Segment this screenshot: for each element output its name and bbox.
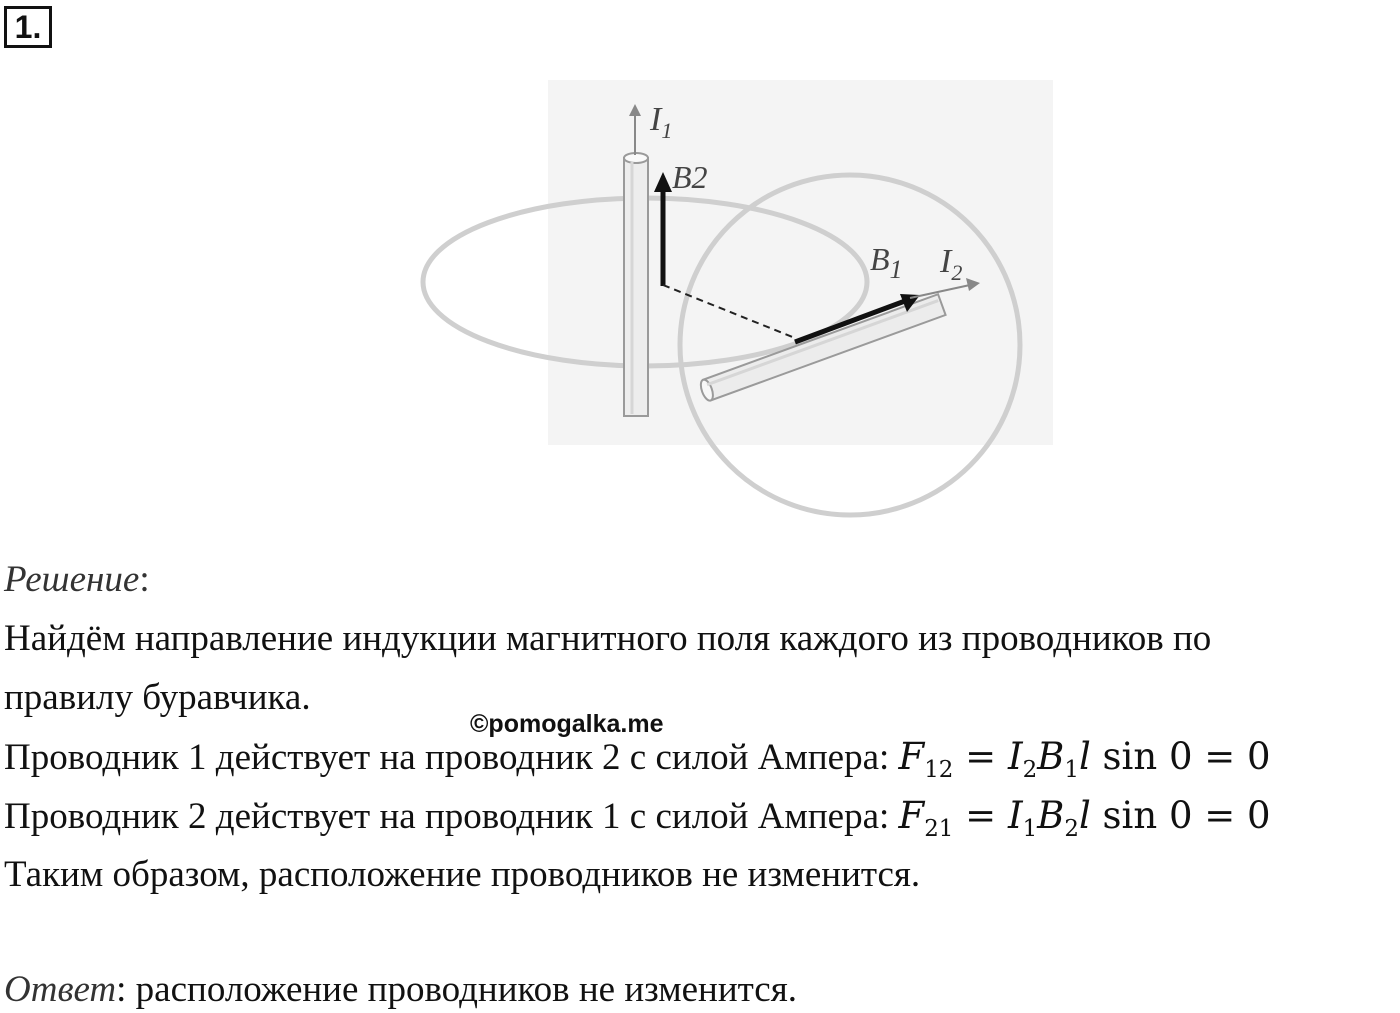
solution-line-4: Проводник 2 действует на проводник 1 с силой Ампера: $F_{21} = I_1B_2l$ sin 0 = 0 (4, 794, 1271, 843)
problem-number: 1. (4, 6, 52, 48)
solution-line-2: правилу буравчика. (4, 677, 311, 718)
formula-F21: $F_{21} = I_1B_2l$ sin 0 = 0 (898, 794, 1271, 843)
label-I1: $I_1$ (650, 101, 673, 143)
solution-line-3: Проводник 1 действует на проводник 2 с силой Ампера: $F_{12} = I_2B_1l$ sin 0 = 0 (4, 735, 1271, 784)
label-I2: $I_2$ (940, 243, 963, 285)
label-B1: $B_1$ (870, 241, 903, 284)
solution-heading: Решение: (4, 559, 150, 600)
watermark: ©pomogalka.me (470, 710, 664, 738)
wire-1 (624, 153, 648, 416)
physics-figure (400, 80, 1060, 530)
answer-line (4, 968, 797, 1011)
answer-label: Ответ (4, 969, 117, 1010)
solution-line-5: Таким образом, расположение проводников не изменится. (4, 854, 921, 895)
solution-line-1: Найдём направление индукции магнитного поля каждого из проводников по (4, 618, 1212, 659)
formula-F12: $F_{12} = I_2B_1l$ sin 0 = 0 (898, 735, 1271, 784)
answer-text: : расположение проводников не изменится. (116, 969, 797, 1010)
label-B2: B2 (672, 159, 708, 195)
